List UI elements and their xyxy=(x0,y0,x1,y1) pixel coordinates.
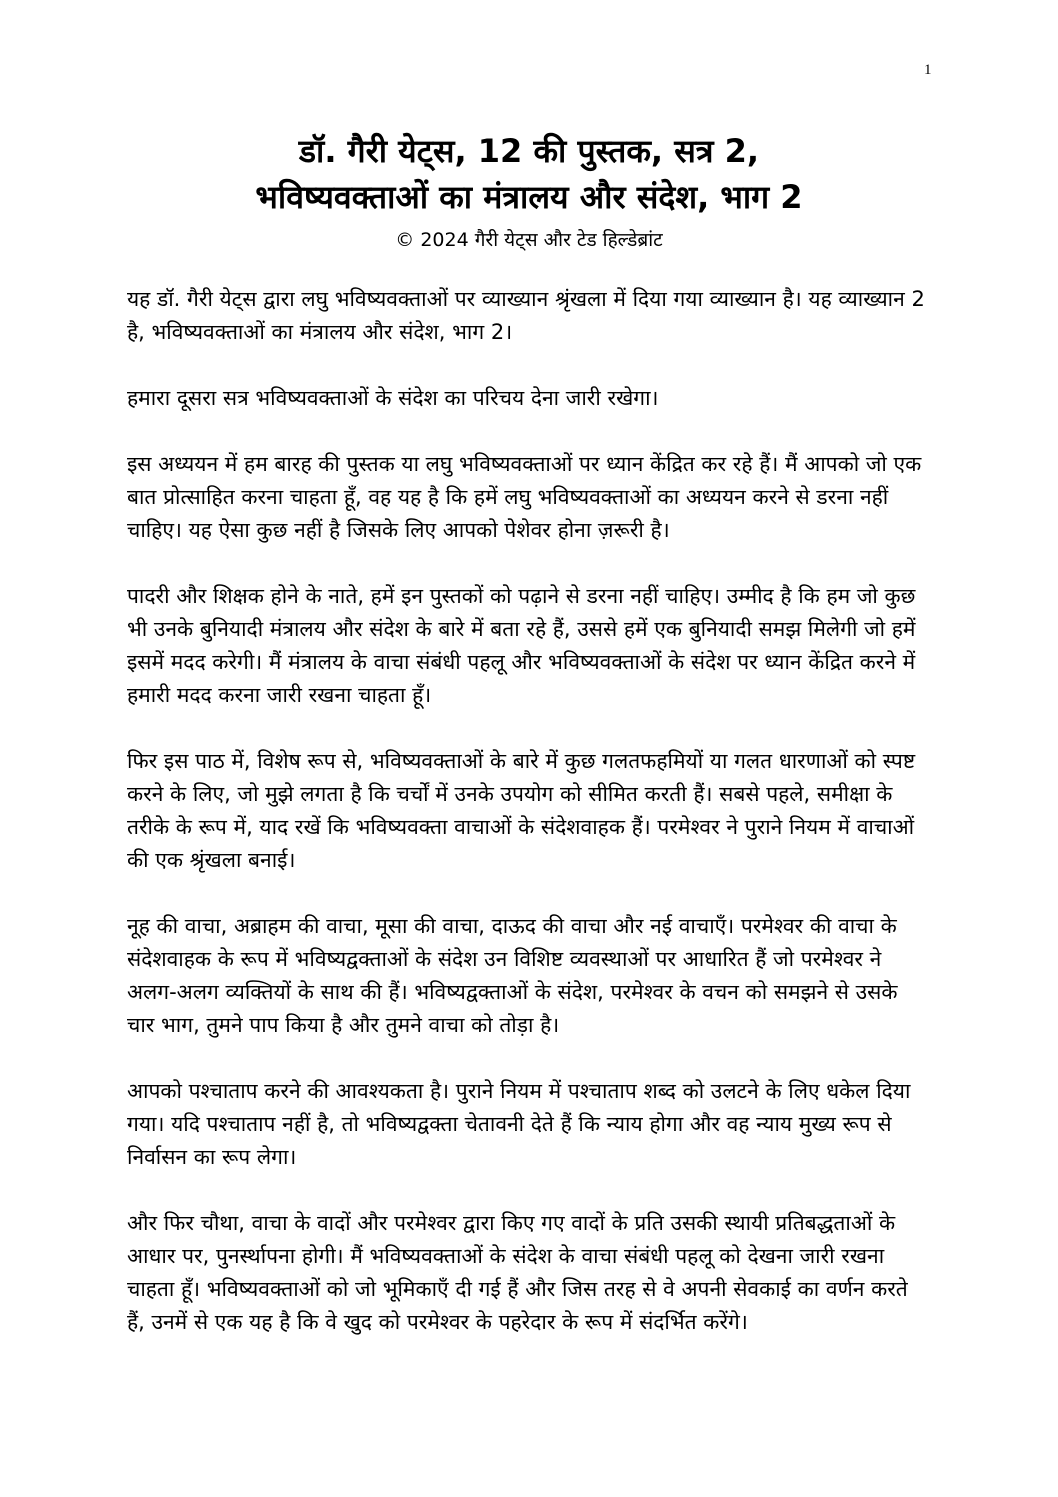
paragraph: यह डॉ. गैरी येट्स द्वारा लघु भविष्यवक्ताओं पर व्याख्यान श्रृंखला में दिया गया व्याख्यान है। यह व्याख्यान 2 है, भविष्यवक्ताओं का मंत्रालय और संदेश, भाग 2। xyxy=(127,287,925,344)
paragraph: आपको पश्चाताप करने की आवश्यकता है। पुराने नियम में पश्चाताप शब्द को उलटने के लिए धकेल दिया गया। यदि पश्चाताप नहीं है, तो भविष्यद्वक्ता चेतावनी देते हैं कि न्याय होगा और वह न्याय मुख्य रूप से निर्वासन का रूप लेगा। xyxy=(127,1079,911,1169)
page-number: 1 xyxy=(924,62,932,78)
paragraph: हमारा दूसरा सत्र भविष्यवक्ताओं के संदेश का परिचय देना जारी रखेगा। xyxy=(127,386,659,410)
paragraph: पादरी और शिक्षक होने के नाते, हमें इन पुस्तकों को पढ़ाने से डरना नहीं चाहिए। उम्मीद है कि हम जो कुछ भी उनके बुनियादी मंत्रालय और संदेश के बारे में बता रहे हैं, उससे हमें एक बुनियादी समझ मिलेगी जो हमें इसमें मदद करेगी। मैं मंत्रालय के वाचा संबंधी पहलू और भविष्यवक्ताओं के संदेश पर ध्यान केंद्रित करने में हमारी मदद करना जारी रखना चाहता हूँ। xyxy=(127,584,916,707)
document-body xyxy=(127,283,927,1372)
title-line-2: भविष्यवक्ताओं का मंत्रालय और संदेश, भाग 2 xyxy=(255,178,803,216)
copyright-line: © 2024 गैरी येट्स और टेड हिल्डेब्रांट xyxy=(395,229,663,251)
paragraph: नूह की वाचा, अब्राहम की वाचा, मूसा की वाचा, दाऊद की वाचा और नई वाचाएँ। परमेश्वर की वाचा के संदेशवाहक के रूप में भविष्यद्वक्ताओं के संदेश उन विशिष्ट व्यवस्थाओं पर आधारित हैं जो परमेश्वर ने अलग-अलग व्यक्तियों के साथ की हैं। भविष्यद्वक्ताओं के संदेश, परमेश्वर के वचन को समझने से उसके चार भाग, तुमने पाप किया है और तुमने वाचा को तोड़ा है। xyxy=(127,914,898,1037)
paragraph: और फिर चौथा, वाचा के वादों और परमेश्वर द्वारा किए गए वादों के प्रति उसकी स्थायी प्रतिबद्धताओं के आधार पर, पुनर्स्थापना होगी। मैं भविष्यवक्ताओं के संदेश के वाचा संबंधी पहलू को देखना जारी रखना चाहता हूँ। भविष्यवक्ताओं को जो भूमिकाएँ दी गई हैं और जिस तरह से वे अपनी सेवकाई का वर्णन करते हैं, उनमें से एक यह है कि वे खुद को परमेश्वर के पहरेदार के रूप में संदर्भित करेंगे। xyxy=(127,1211,908,1334)
paragraph: फिर इस पाठ में, विशेष रूप से, भविष्यवक्ताओं के बारे में कुछ गलतफहमियों या गलत धारणाओं को स्पष्ट करने के लिए, जो मुझे लगता है कि चर्चों में उनके उपयोग को सीमित करती हैं। सबसे पहले, समीक्षा के तरीके के रूप में, याद रखें कि भविष्यवक्ता वाचाओं के संदेशवाहक हैं। परमेश्वर ने पुराने नियम में वाचाओं की एक श्रृंखला बनाई। xyxy=(127,749,916,872)
paragraph: इस अध्ययन में हम बारह की पुस्तक या लघु भविष्यवक्ताओं पर ध्यान केंद्रित कर रहे हैं। मैं आपको जो एक बात प्रोत्साहित करना चाहता हूँ, वह यह है कि हमें लघु भविष्यवक्ताओं का अध्ययन करने से डरना नहीं चाहिए। यह ऐसा कुछ नहीं है जिसके लिए आपको पेशेवर होना ज़रूरी है। xyxy=(127,452,922,542)
document-title xyxy=(0,128,1058,220)
title-line-1: डॉ. गैरी येट्स, 12 की पुस्तक, सत्र 2, xyxy=(298,132,760,170)
